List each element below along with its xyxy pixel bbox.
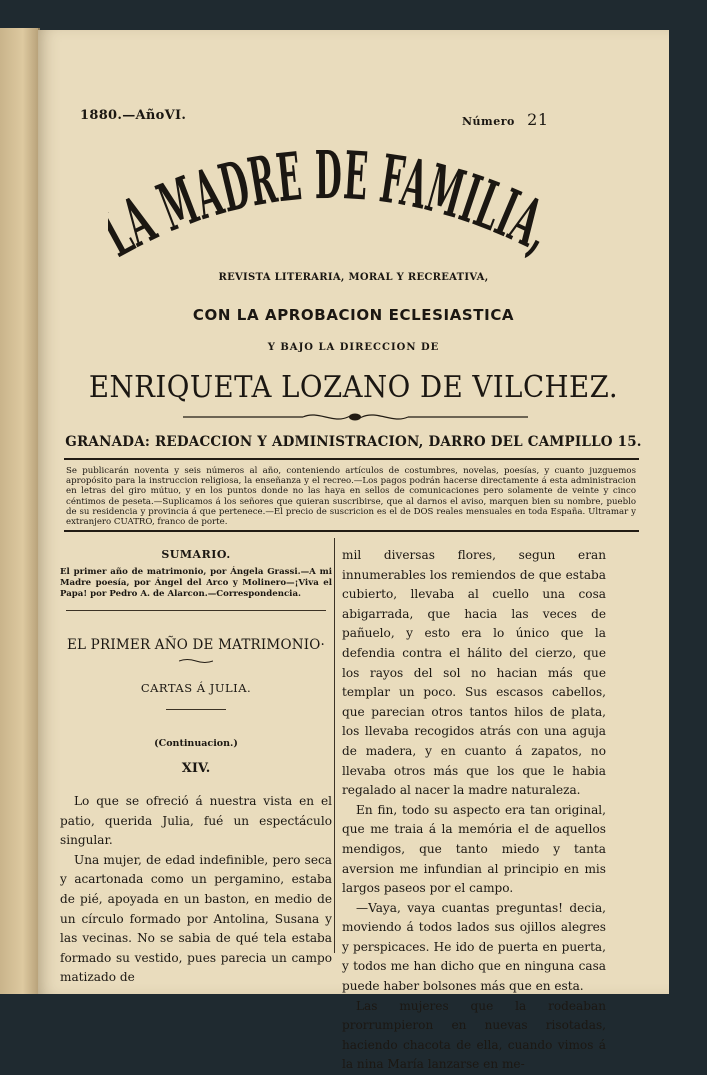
- masthead-title-text: A MADRE DE FAMILI: [110, 148, 546, 258]
- column-divider: [334, 538, 335, 953]
- article-subtitle: CARTAS Á JULIA.: [140, 681, 252, 695]
- facing-page-edge: [0, 28, 40, 994]
- chapter-number: XIV.: [181, 761, 211, 776]
- short-rule: [166, 709, 226, 710]
- left-paragraph-2: Una mujer, de edad indefinible, pero seca y acartonada como un pergamino, estaba de pié, apoyada en un baston, en medio de un círculo formado por Antolina, Susana y las vecinas. No se sabia de qué tela estaba formado su vestido, pues parecia un campo matizado de: [60, 852, 332, 985]
- right-column: [342, 546, 606, 1075]
- number-value: 21: [527, 110, 549, 129]
- sumario-rule: [66, 610, 326, 611]
- subscription-notice: Se publicarán noventa y seis números al año, conteniendo artículos de costumbres, novelas, poesías, y cuanto juzguemos apropósito para la instruccion religiosa, la enseñanza y el recreo.—Los pagos podrán hacerse directamente á esta administracion en letras del giro mútuo, y en los puntos donde no las haya en sellos de comunicaciones pero solamente de veinte y cinco céntimos de peseta.—Suplicamos á los señores que quieran suscribirse, que al darnos el aviso, marquen bien su nombre, pueblo de su residencia y provincia á que pertenece.—El precio de suscricion es el de DOS reales mensuales en toda España. Ultramar y extranjero CUATRO, franco de porte.: [66, 466, 636, 528]
- masthead-subtitle: REVISTA LITERARIA, MORAL Y RECREATIVA,: [218, 272, 489, 283]
- rule-notice-bottom: [64, 530, 639, 532]
- right-paragraph-4: Las mujeres que la rodeaban prorrumpieron en nuevas risotadas, haciendo chacota de ella, cuando vimos á la nina María lanzarse en me-: [342, 998, 606, 1072]
- article-title: EL PRIMER AÑO DE MATRIMONIO·: [66, 637, 326, 653]
- tiny-ornament: [60, 657, 332, 667]
- newspaper-page: [38, 30, 669, 1072]
- ornament-divider: [183, 410, 528, 424]
- svg-text:LA MADRE DE FAMILIA,: [108, 148, 548, 258]
- year-issue: 1880.—AñoVI.: [80, 108, 187, 123]
- number-label: Número: [462, 115, 515, 128]
- right-paragraph-1: mil diversas flores, segun eran innumerables los remiendos de que estaba cubierto, llevaba al cuello una cosa abigarrada, que hacia las veces de pañuelo, y esto era lo único que la defendia contra el hálito del cierzo, que los rayos del sol no hacian más que templar un poco. Sus escasos cabellos, que parecian otros tantos hilos de plata, los llevaba recogidos atrás con una aguja de madera, y en cuanto á zapatos, no llevaba otros más que los que le habia regalado al nacer la madre naturaleza.: [342, 548, 606, 798]
- sumario-heading: SUMARIO.: [161, 548, 231, 561]
- masthead-director: ENRIQUETA LOZANO DE VILCHEZ.: [88, 370, 619, 405]
- continuation-label: (Continuacion.): [154, 738, 238, 749]
- left-column: [60, 546, 332, 988]
- right-paragraph-3: —Vaya, vaya cuantas preguntas! decia, moviendo á todos lados sus ojillos alegres y perspicaces. He ido de puerta en puerta, y todos me han dicho que en ninguna casa puede haber bolsones más que en esta.: [342, 900, 606, 994]
- left-paragraph-1: Lo que se ofreció á nuestra vista en el patio, querida Julia, fué un espectáculo singular.: [60, 794, 332, 848]
- rule-top: [64, 458, 639, 460]
- issue-number: [462, 110, 549, 129]
- masthead-title: [108, 148, 548, 258]
- sumario-text: El primer año de matrimonio, por Ángela Grassi.—A mi Madre poesía, por Ángel del Arco y Molinero—¡Viva el Papa! por Pedro A. de Alarcon.—Correspondencia.: [60, 567, 332, 599]
- masthead-direction-intro: Y BAJO LA DIRECCION DE: [267, 342, 440, 353]
- masthead-approval: CON LA APROBACION ECLESIASTICA: [192, 306, 515, 324]
- right-paragraph-2: En fin, todo su aspecto era tan original, que me traia á la memória el de aquellos mendigos, que tanto miedo y tanta aversion me infundian al principio en mis largos paseos por el campo.: [342, 802, 606, 896]
- address-line: GRANADA: REDACCION Y ADMINISTRACION, DARRO DEL CAMPILLO 15.: [65, 434, 642, 450]
